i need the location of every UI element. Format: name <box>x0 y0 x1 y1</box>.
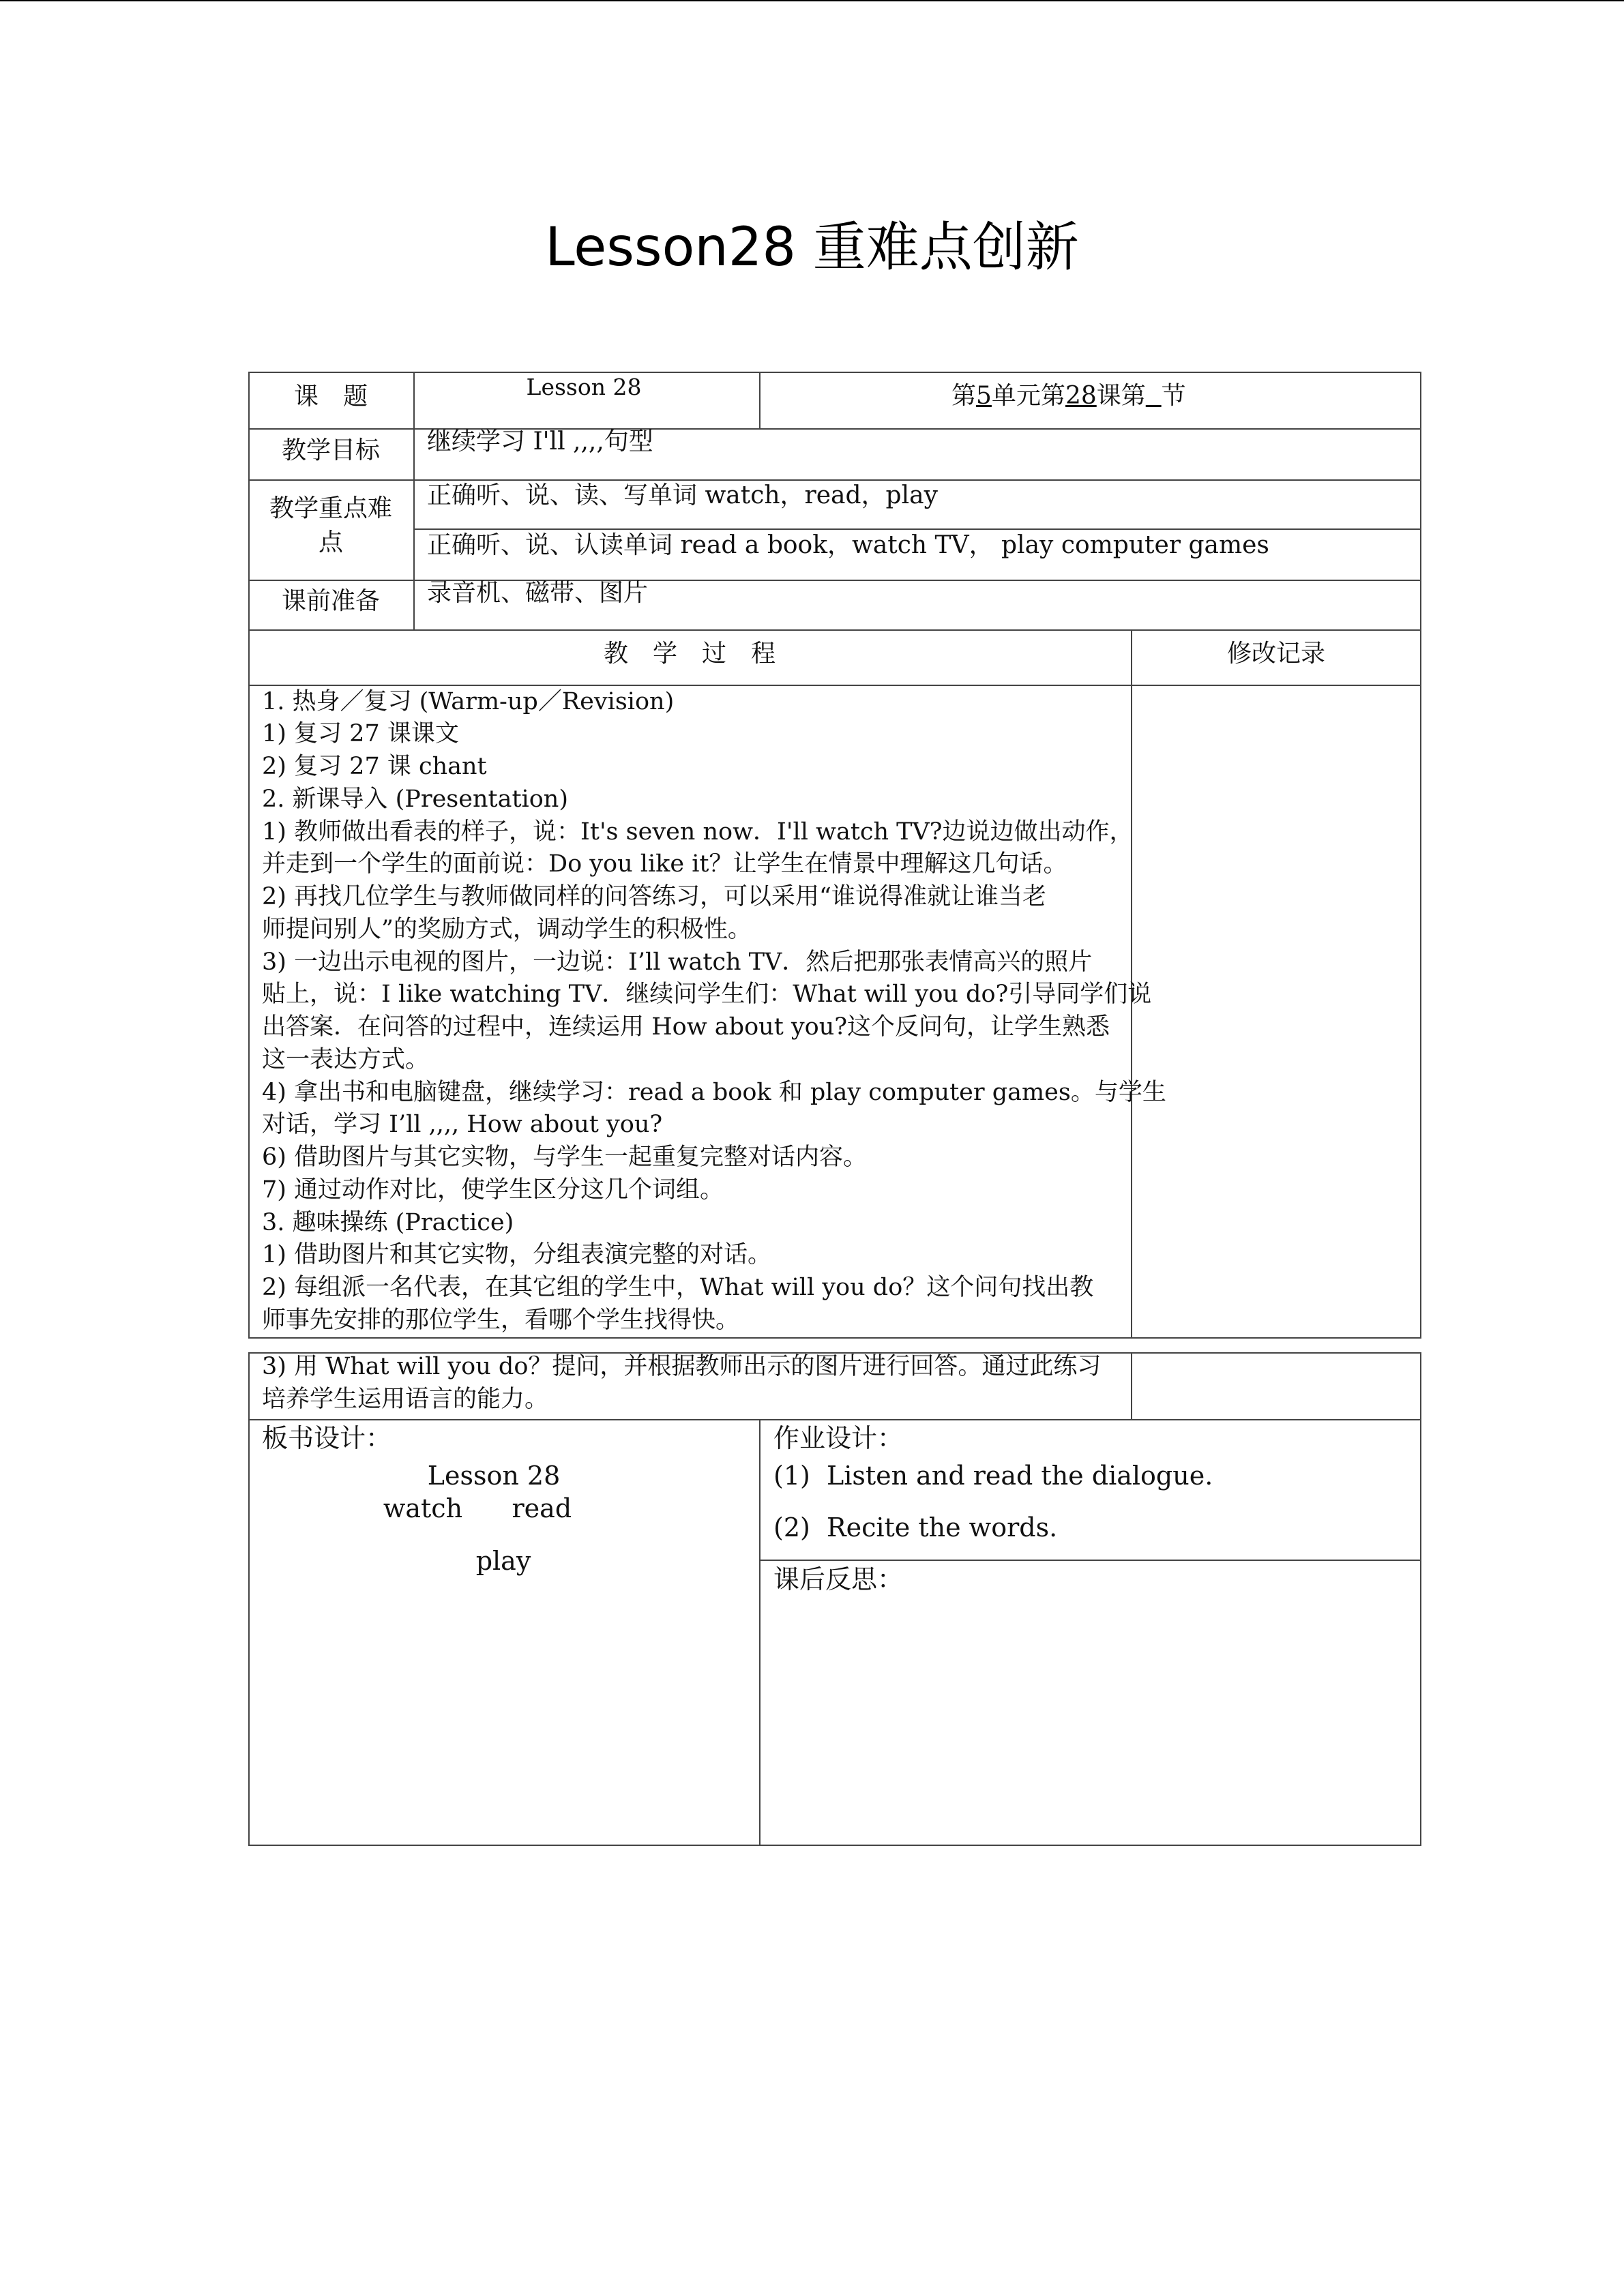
row-divider <box>248 580 1421 581</box>
process-line: 1) 复习 27 课课文 <box>262 720 459 747</box>
board-line-play: play <box>475 1546 531 1576</box>
key-points-value-2: 正确听、说、认读单词 read a book，watch TV， play computer games <box>427 531 1269 559</box>
homework-item: (1) Listen and read the dialogue. <box>773 1461 1213 1491</box>
column-divider <box>1131 1352 1132 1420</box>
top-border-line <box>0 0 1624 1</box>
process-line: 1) 教师做出看表的样子，说：It's seven now．I'll watch TV?边说边做出动作， <box>262 818 1134 846</box>
process-line: 贴上，说：I like watching TV．继续问学生们：What will you do?引导同学们说 <box>262 981 1152 1008</box>
process-line: 2) 复习 27 课 chant <box>262 753 487 780</box>
preparation-label: 课前准备 <box>281 587 380 615</box>
lesson-number: 28 <box>1065 382 1097 410</box>
key-points-label-line1: 教学重点难 <box>269 494 392 522</box>
page-title: Lesson28 重难点创新 <box>545 217 1079 278</box>
column-divider <box>413 372 415 629</box>
board-line-lesson: Lesson 28 <box>427 1461 561 1491</box>
process-line: 4) 拿出书和电脑键盘，继续学习：read a book 和 play computer games。与学生 <box>262 1079 1166 1106</box>
section-blank <box>1146 382 1162 410</box>
process-line: 师提问别人”的奖励方式，调动学生的积极性。 <box>262 916 752 943</box>
process-line: 2) 每组派一名代表，在其它组的学生中，What will you do？这个问句找出教 <box>262 1274 1094 1301</box>
homework-label: 作业设计： <box>773 1423 904 1453</box>
process-line: 这一表达方式。 <box>262 1046 430 1073</box>
goal-value: 继续学习 I'll ,,,,句型 <box>427 428 653 456</box>
unit-number: 5 <box>976 382 992 410</box>
process-line: 对话，学习 I’ll ,,,, How about you? <box>262 1111 663 1138</box>
homework-item: (2) Recite the words. <box>773 1512 1058 1542</box>
preparation-value: 录音机、磁带、图片 <box>427 579 649 607</box>
column-divider <box>759 372 761 428</box>
unit-mid: 单元第 <box>991 382 1065 410</box>
board-design-label: 板书设计： <box>262 1423 392 1453</box>
key-points-value-1: 正确听、说、读、写单词 watch，read，play <box>427 481 938 509</box>
section-blank-text <box>1146 382 1162 410</box>
row-divider <box>248 629 1421 631</box>
process-line: 1) 借助图片和其它实物，分组表演完整的对话。 <box>262 1241 772 1268</box>
topic-value: Lesson 28 <box>526 374 642 400</box>
process-line: 2. 新课导入 (Presentation) <box>262 786 568 813</box>
process-line: 培养学生运用语言的能力。 <box>262 1386 549 1413</box>
revision-header: 修改记录 <box>1226 640 1325 668</box>
process-line: 2) 再找几位学生与教师做同样的问答练习，可以采用“谁说得准就让谁当老 <box>262 883 1046 910</box>
unit-pre: 第 <box>951 382 977 410</box>
row-divider <box>759 1560 1421 1561</box>
row-divider <box>248 428 1421 430</box>
process-line: 3) 用 What will you do？提问，并根据教师出示的图片进行回答。通过此练习 <box>262 1353 1102 1380</box>
topic-label: 课 题 <box>293 383 368 411</box>
key-points-label-line2: 点 <box>318 528 343 556</box>
process-line: 3. 趣味操练 (Practice) <box>262 1209 514 1236</box>
process-line: 1. 热身／复习 (Warm-up／Revision) <box>262 688 675 715</box>
reflection-label: 课后反思： <box>773 1564 904 1594</box>
goal-label: 教学目标 <box>281 436 380 464</box>
process-line: 师事先安排的那位学生，看哪个学生找得快。 <box>262 1307 740 1334</box>
process-header: 教 学 过 程 <box>603 640 776 668</box>
unit-post: 课第 <box>1096 382 1146 410</box>
process-line: 3) 一边出示电视的图片，一边说：I’ll watch TV．然后把那张表情高兴的照片 <box>262 949 1093 976</box>
column-divider <box>759 1419 761 1846</box>
board-line-words: watch read <box>383 1493 572 1523</box>
unit-end: 节 <box>1161 382 1186 410</box>
unit-lesson-section <box>951 380 1186 413</box>
process-line: 出答案．在问答的过程中，连续运用 How about you?这个反问句，让学生熟悉 <box>262 1013 1110 1041</box>
process-line: 7) 通过动作对比，使学生区分这几个词组。 <box>262 1176 724 1204</box>
process-line: 6) 借助图片与其它实物，与学生一起重复完整对话内容。 <box>262 1144 868 1171</box>
process-line: 并走到一个学生的面前说：Do you like it？让学生在情景中理解这几句话。 <box>262 850 1067 878</box>
